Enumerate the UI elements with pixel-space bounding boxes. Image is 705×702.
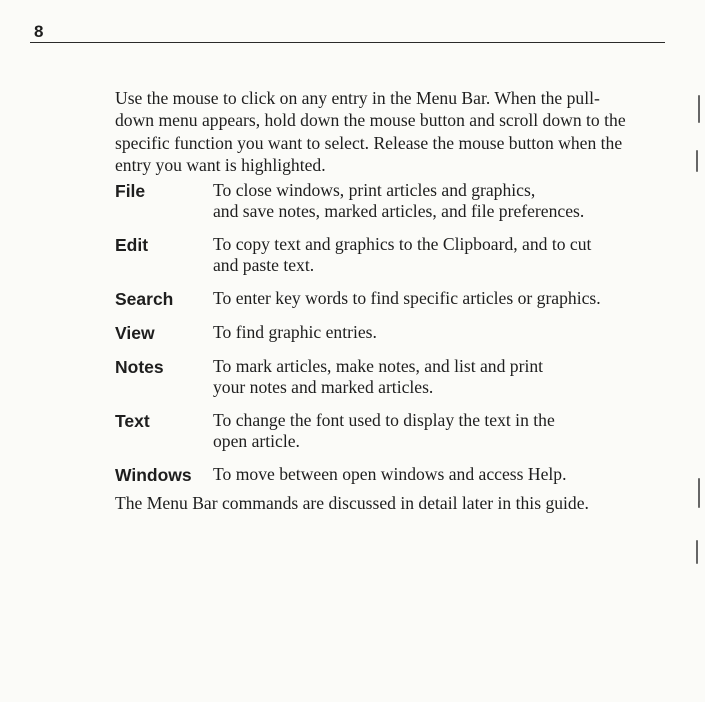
menu-entry-name: Search — [115, 289, 174, 309]
header-rule — [30, 42, 665, 43]
menu-entry-description: To enter key words to find specific articles or graphics. — [213, 288, 601, 308]
menu-entry-name: Edit — [115, 235, 149, 255]
menu-entry-description: To find graphic entries. — [213, 322, 377, 342]
page-number: 8 — [34, 22, 44, 41]
menu-entry-description: To move between open windows and access Help. — [213, 464, 567, 484]
menu-entry-windows — [115, 462, 670, 486]
menu-entry-description: To close windows, print articles and graphics, and save notes, marked articles, and file preferences. — [213, 180, 585, 221]
menu-entry-name: File — [115, 181, 146, 201]
menu-entry-description: To mark articles, make notes, and list and print your notes and marked articles. — [213, 356, 544, 397]
menu-entry-notes — [115, 354, 670, 398]
menu-entry-file — [115, 178, 670, 222]
menu-entry-name: Text — [115, 411, 150, 431]
scan-artifact — [698, 478, 700, 508]
closing-paragraph: The Menu Bar commands are discussed in detail later in this guide. — [115, 493, 589, 513]
menu-entry-description: To copy text and graphics to the Clipboard, and to cut and paste text. — [213, 234, 592, 275]
menu-entry-name: View — [115, 323, 155, 343]
scan-artifact — [696, 540, 698, 564]
menu-entry-edit — [115, 232, 670, 276]
menu-bar-entry-list — [115, 178, 670, 496]
menu-entry-view — [115, 320, 670, 344]
scan-artifact — [696, 150, 698, 172]
intro-paragraph: Use the mouse to click on any entry in the Menu Bar. When the pull- down menu appears, hold down the mouse button and scroll down to the specific function you want to select. Release the mouse button when the entry you want is highlighted. — [115, 88, 626, 176]
menu-entry-search — [115, 286, 670, 310]
menu-entry-description: To change the font used to display the text in the open article. — [213, 410, 555, 451]
menu-entry-name: Notes — [115, 357, 164, 377]
menu-entry-text — [115, 408, 670, 452]
scan-artifact — [698, 95, 700, 123]
menu-entry-name: Windows — [115, 465, 192, 485]
